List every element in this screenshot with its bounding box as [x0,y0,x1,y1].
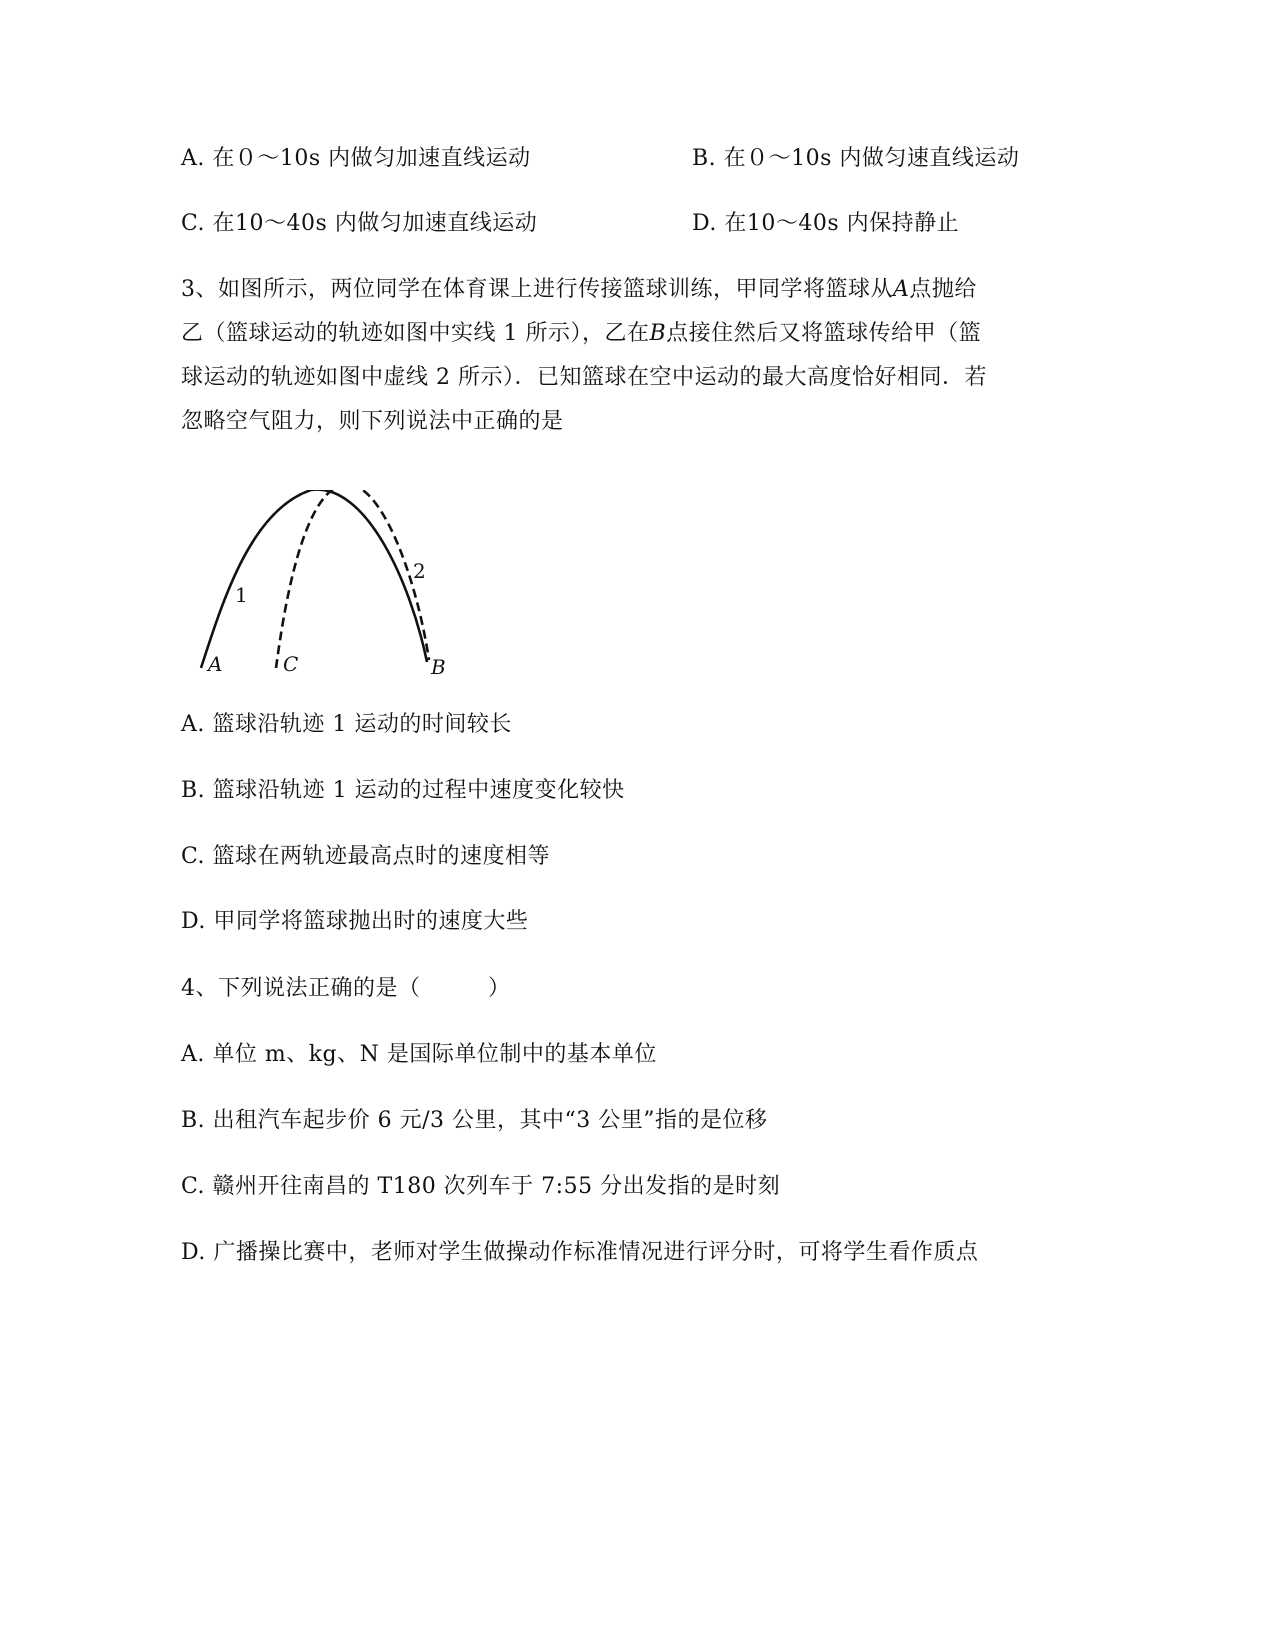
q3-option-b: B. 篮球沿轨迹 1 运动的过程中速度变化较快 [181,778,625,803]
trajectory-figure [195,490,475,710]
q3-stem-line-1: 3、如图所示，两位同学在体育课上进行传接篮球训练，甲同学将篮球从A点抛给 [181,277,977,302]
q3-stem-line-4: 忽略空气阻力，则下列说法中正确的是 [181,409,564,434]
q3-point-a: A [893,277,910,302]
label-point-c: C [283,652,299,676]
q3-point-b: B [649,321,667,346]
label-trajectory-2: 2 [413,559,426,583]
q2-option-a: A. 在０～10s 内做匀加速直线运动 [181,146,531,171]
q4-option-d: D. 广播操比赛中，老师对学生做操动作标准情况进行评分时，可将学生看作质点 [181,1240,979,1265]
q3-stem [181,268,1081,444]
q4-option-a: A. 单位 m、kg、N 是国际单位制中的基本单位 [181,1042,657,1067]
q2-option-b: B. 在０～10s 内做匀速直线运动 [692,146,1020,171]
q3-option-c: C. 篮球在两轨迹最高点时的速度相等 [181,844,551,869]
q3-option-a: A. 篮球沿轨迹 1 运动的时间较长 [181,712,512,737]
q2-option-d: D. 在10～40s 内保持静止 [692,211,960,236]
trajectory-1-solid [201,490,427,668]
q4-option-b: B. 出租汽车起步价 6 元/3 公里，其中“3 公里”指的是位移 [181,1108,768,1133]
q2-option-c: C. 在10～40s 内做匀加速直线运动 [181,211,538,236]
q3-stem-line-2: 乙（篮球运动的轨迹如图中实线 1 所示），乙在B点接住然后又将篮球传给甲（篮 [181,321,982,346]
q4-stem: 4、下列说法正确的是（ ） [181,976,511,1001]
q3-option-d: D. 甲同学将篮球抛出时的速度大些 [181,909,529,934]
label-trajectory-1: 1 [235,583,248,607]
q4-option-c: C. 赣州开往南昌的 T180 次列车于 7:55 分出发指的是时刻 [181,1174,781,1199]
label-point-a: A [208,652,223,676]
label-point-b: B [431,655,446,679]
q3-stem-line-3: 球运动的轨迹如图中虚线 2 所示）．已知篮球在空中运动的最大高度恰好相同．若 [181,365,987,390]
trajectory-2-dashed [276,490,429,668]
